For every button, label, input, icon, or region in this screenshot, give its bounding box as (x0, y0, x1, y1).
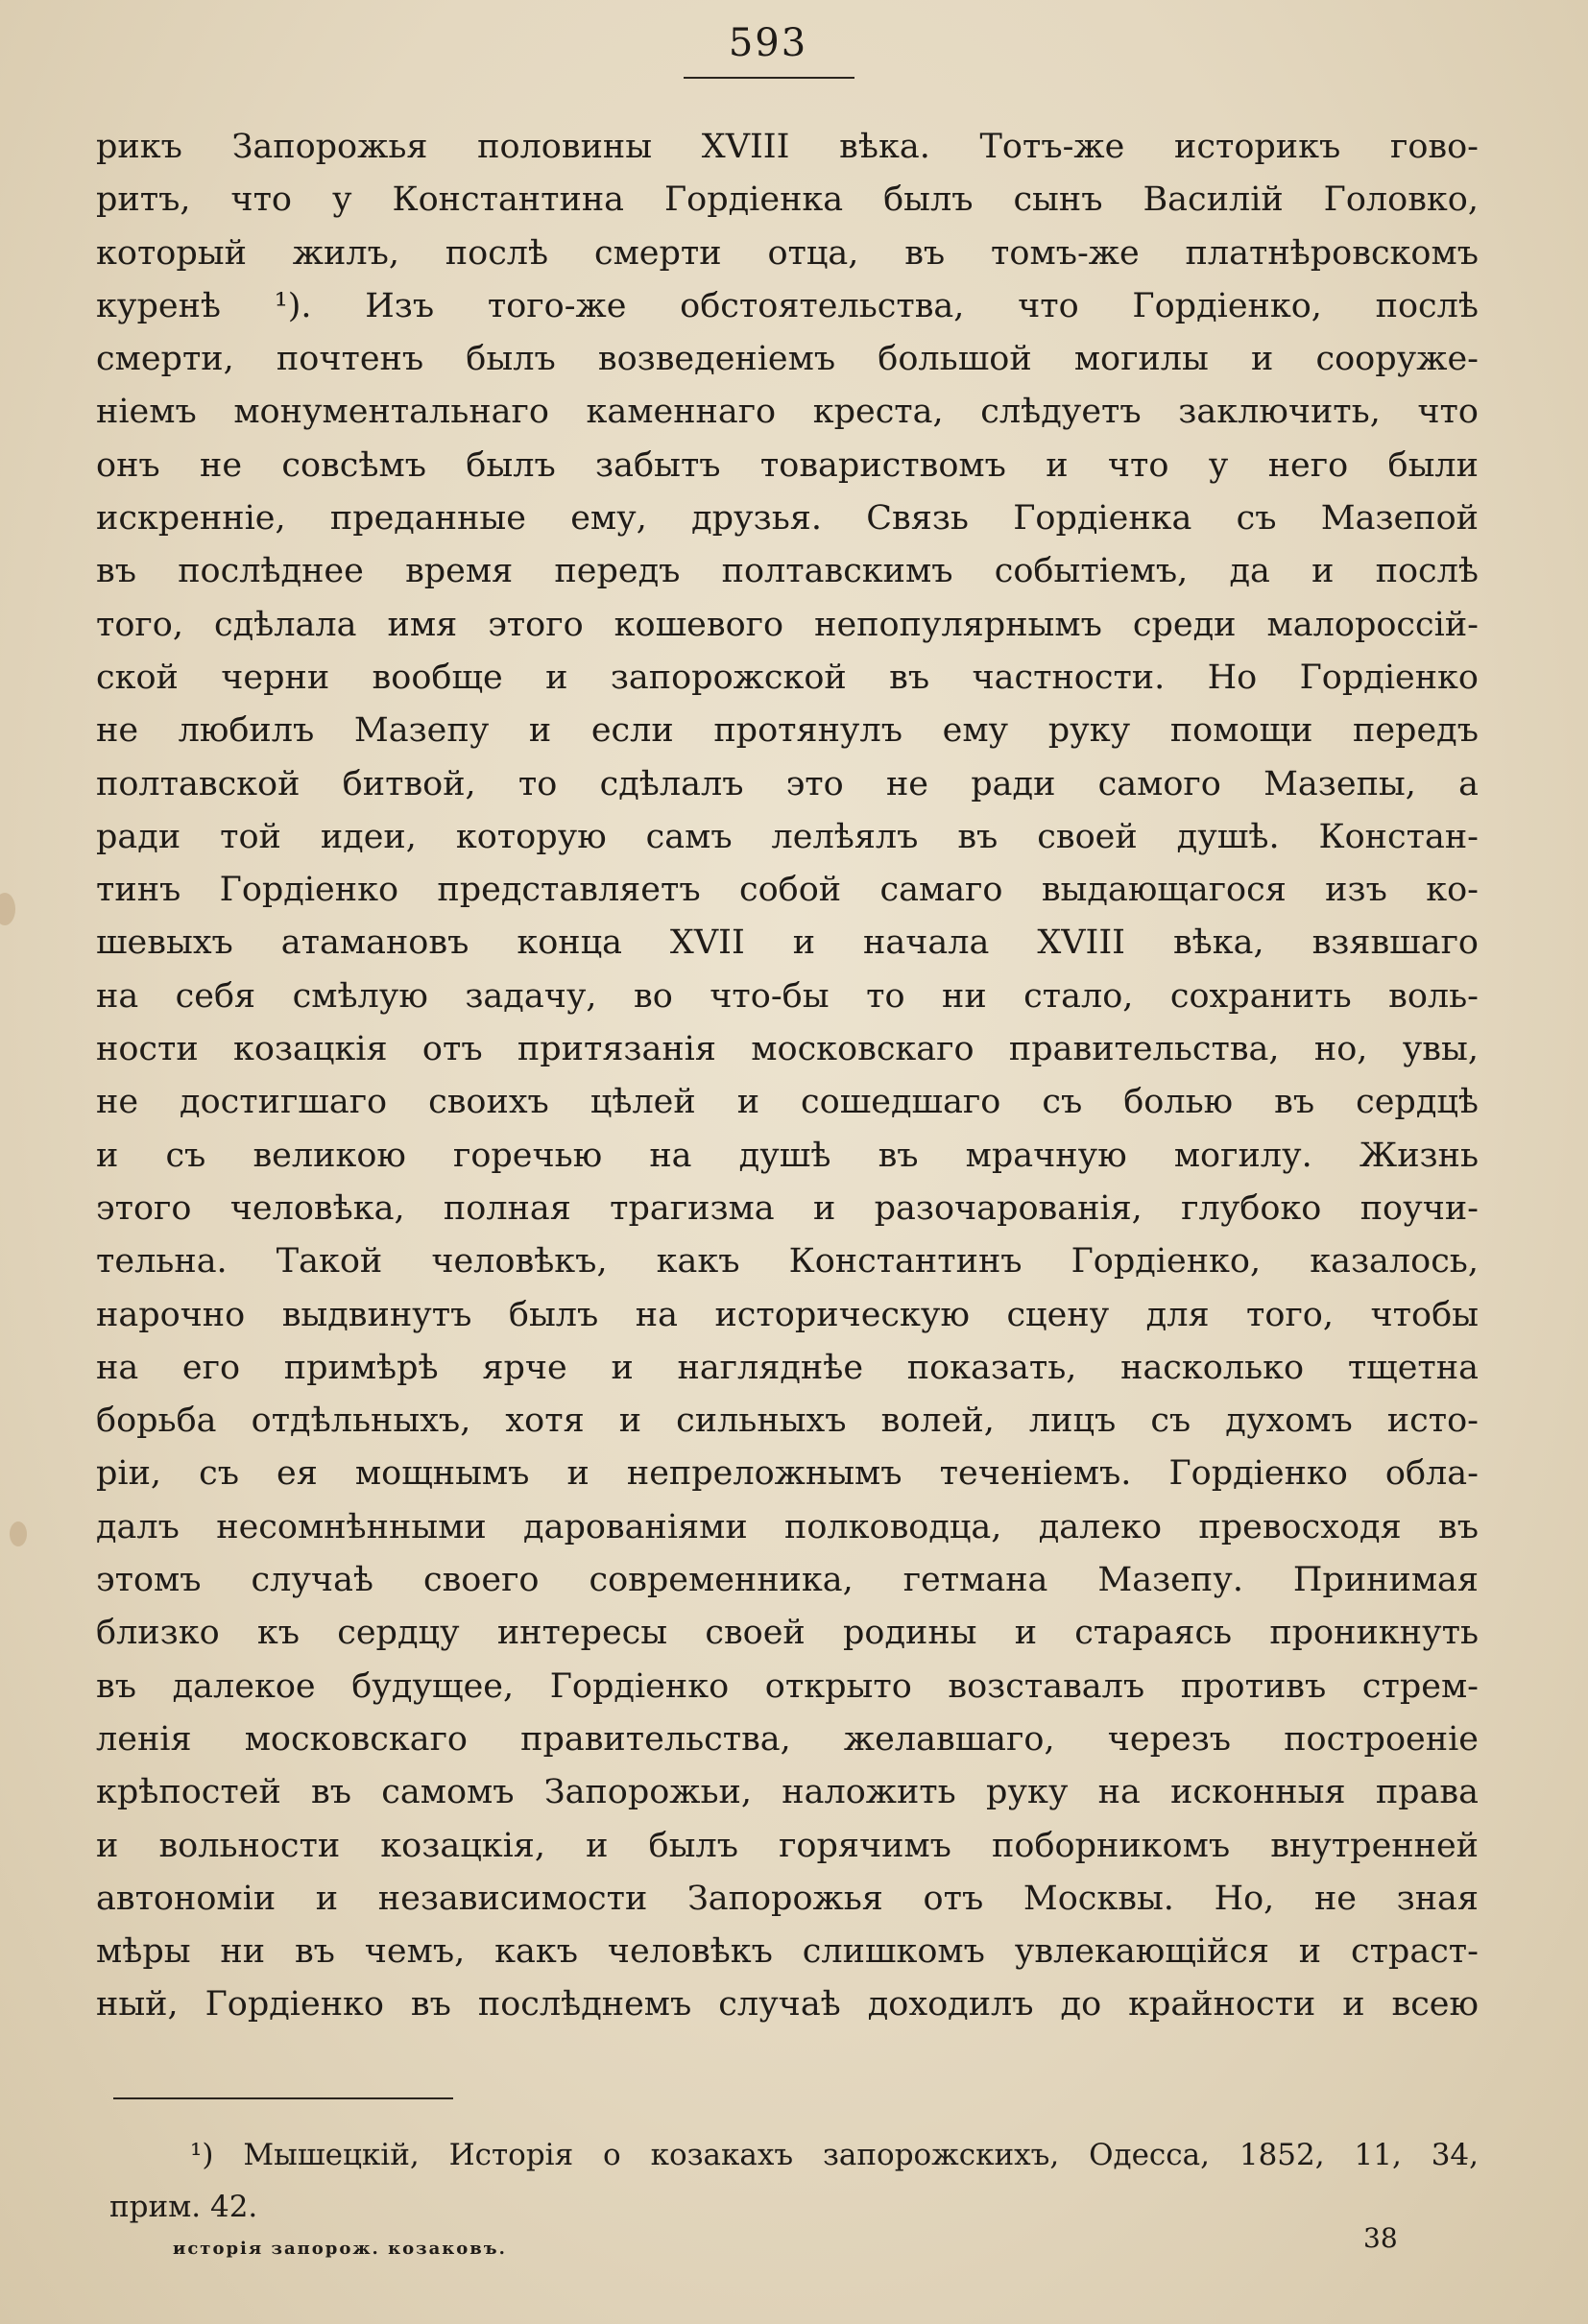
text-line: не достигшаго своихъ цѣлей и сошедшаго съ болью въ сердцѣ (96, 1083, 1479, 1122)
text-line: тельна. Такой человѣкъ, какъ Константинъ Гордіенко, казалось, (96, 1242, 1479, 1282)
text-line: борьба отдѣльныхъ, хотя и сильныхъ волей, лицъ съ духомъ исто- (96, 1402, 1479, 1441)
text-line: того, сдѣлала имя этого кошевого непопулярнымъ среди малороссій- (96, 605, 1479, 644)
paper-stain (10, 1521, 27, 1546)
text-line: шевыхъ атамановъ конца XVII и начала XVIII вѣка, взявшаго (96, 923, 1479, 963)
footnote (109, 2129, 1479, 2233)
text-line: крѣпостей въ самомъ Запорожьи, наложить руку на исконныя права (96, 1773, 1479, 1812)
text-line: близко къ сердцу интересы своей родины и стараясь проникнуть (96, 1614, 1479, 1653)
text-line: рикъ Запорожья половины XVIII вѣка. Тотъ-же историкъ гово- (96, 128, 1479, 166)
text-line: этого человѣка, полная трагизма и разочарованія, глубоко поучи- (96, 1188, 1479, 1228)
body-text (96, 121, 1479, 2032)
text-line: искренніе, преданные ему, друзья. Связь Гордіенка съ Мазепой (96, 499, 1479, 539)
page-number: 593 (728, 21, 808, 65)
text-line: ритъ, что у Константина Гордіенка былъ сынъ Василій Головко, (96, 180, 1479, 220)
footnote-rule (113, 2097, 453, 2099)
footnote-line: прим. 42. (109, 2190, 258, 2224)
text-line: который жилъ, послѣ смерти отца, въ томъ-же платнѣровскомъ (96, 233, 1479, 273)
footnote-line: ¹) Мышецкій, Исторія о козакахъ запорожскихъ, Одесса, 1852, 11, 34, (190, 2138, 1479, 2172)
text-line: ный, Гордіенко въ послѣднемъ случаѣ доходилъ до крайности и всею (96, 1985, 1479, 2025)
text-line: куренѣ ¹). Изъ того-же обстоятельства, что Гордіенко, послѣ (96, 286, 1479, 325)
text-line: въ далекое будущее, Гордіенко открыто возставалъ противъ стрем- (96, 1666, 1479, 1706)
text-line: и вольности козацкія, и былъ горячимъ поборникомъ внутренней (96, 1826, 1479, 1865)
text-line: далъ несомнѣнными дарованіями полководца, далеко превосходя въ (96, 1507, 1479, 1546)
text-line: мѣры ни въ чемъ, какъ человѣкъ слишкомъ увлекающійся и страст- (96, 1932, 1479, 1972)
text-line: полтавской битвой, то сдѣлалъ это не ради самого Мазепы, а (96, 764, 1479, 803)
text-line: на его примѣрѣ ярче и нагляднѣе показать, насколько тщетна (96, 1348, 1479, 1387)
text-line: нарочно выдвинутъ былъ на историческую сцену для того, чтобы (96, 1295, 1479, 1334)
text-line: ради той идеи, которую самъ лелѣялъ въ своей душѣ. Констан- (96, 817, 1479, 856)
text-line: ріи, съ ея мощнымъ и непреложнымъ теченіемъ. Гордіенко обла- (96, 1454, 1479, 1494)
sheet-number: 38 (1363, 2222, 1398, 2254)
text-line: ніемъ монументальнаго каменнаго креста, слѣдуетъ заключить, что (96, 393, 1479, 432)
text-line: ности козацкія отъ притязанія московскаго правительства, но, увы, (96, 1030, 1479, 1069)
text-line: тинъ Гордіенко представляетъ собой самаго выдающагося изъ ко- (96, 871, 1479, 910)
text-line: ской черни вообще и запорожской въ частности. Но Гордіенко (96, 658, 1479, 697)
text-line: автономіи и независимости Запорожья отъ Москвы. Но, не зная (96, 1879, 1479, 1918)
text-line: и съ великою горечью на душѣ въ мрачную могилу. Жизнь (96, 1136, 1479, 1175)
text-line: этомъ случаѣ своего современника, гетмана Мазепу. Принимая (96, 1561, 1479, 1600)
text-line: онъ не совсѣмъ былъ забытъ товариствомъ и что у него были (96, 445, 1479, 485)
text-line: въ послѣднее время передъ полтавскимъ событіемъ, да и послѣ (96, 552, 1479, 591)
text-line: не любилъ Мазепу и если протянулъ ему руку помощи передъ (96, 711, 1479, 751)
text-line: ленія московскаго правительства, желавшаго, черезъ построеніе (96, 1719, 1479, 1759)
header-rule (684, 77, 854, 79)
printer-signature: исторія запорож. козаковъ. (173, 2239, 507, 2259)
paper-stain (0, 893, 15, 925)
text-line: смерти, почтенъ былъ возведеніемъ большой могилы и сооруже- (96, 340, 1479, 379)
text-line: на себя смѣлую задачу, во что-бы то ни стало, сохранить воль- (96, 976, 1479, 1016)
